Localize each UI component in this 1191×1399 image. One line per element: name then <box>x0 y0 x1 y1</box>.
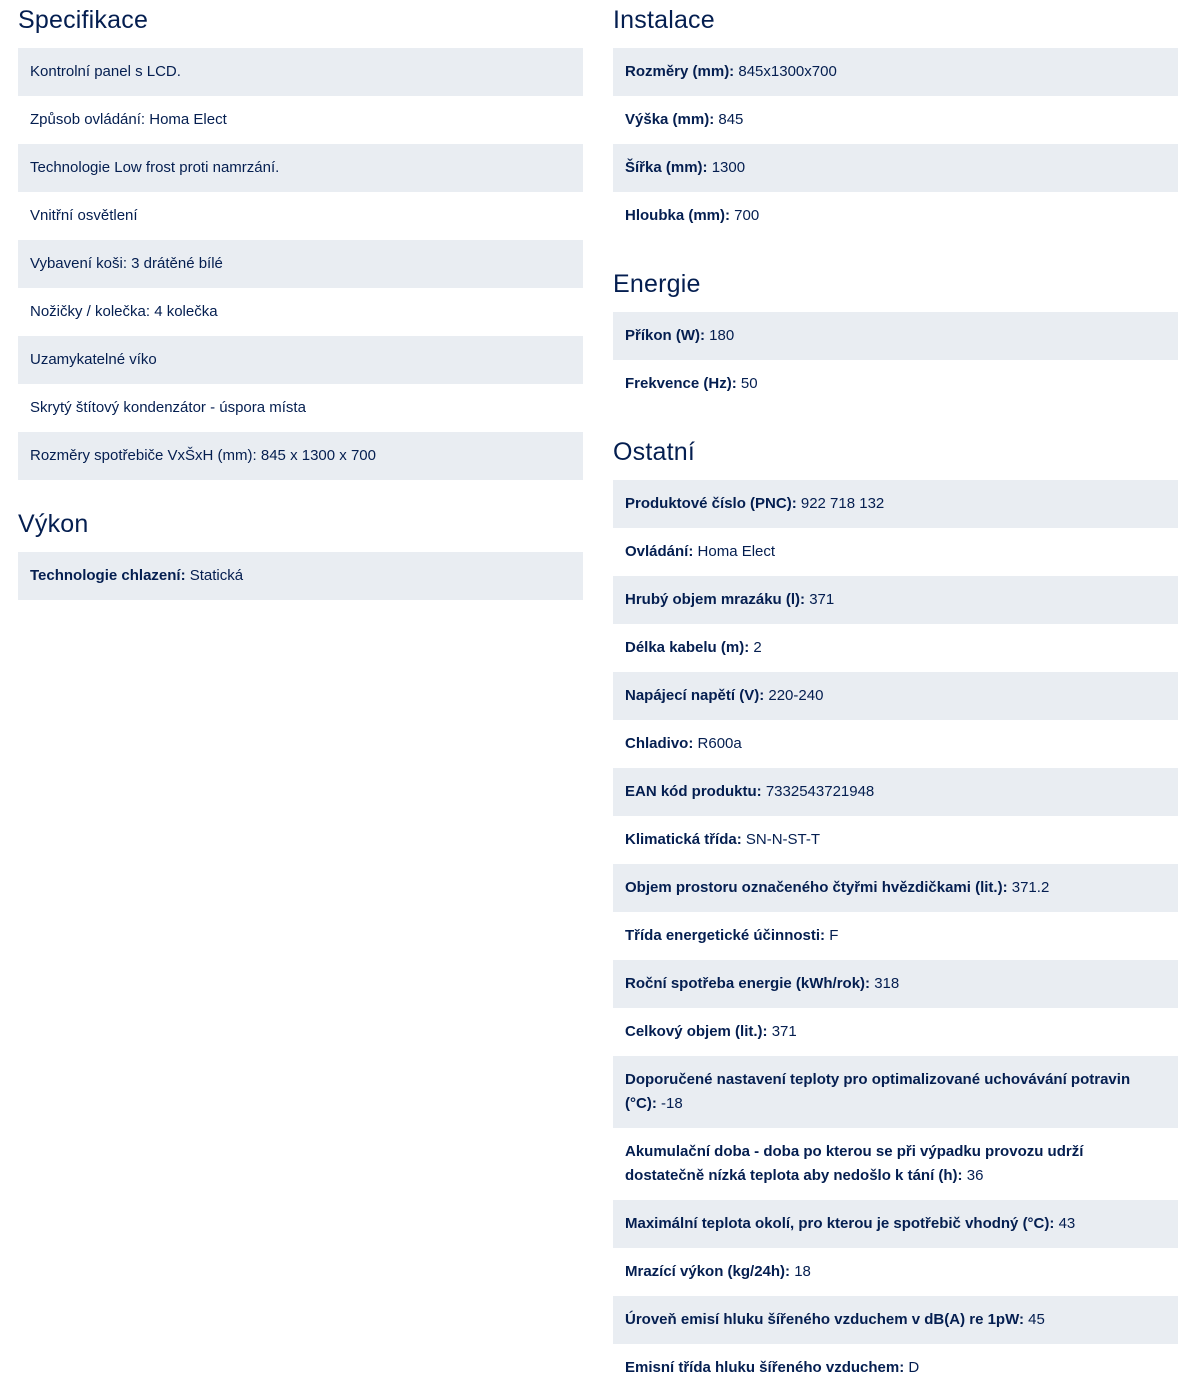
spec-value: 922 718 132 <box>800 495 885 512</box>
spec-row <box>613 528 1178 576</box>
spec-value: 180 <box>709 327 735 344</box>
spec-value: Statická <box>189 567 244 584</box>
spec-row <box>613 720 1178 768</box>
section-title: Instalace <box>613 6 715 34</box>
spec-label: Výška (mm): <box>625 111 715 128</box>
spec-row <box>18 96 583 144</box>
spec-row <box>613 912 1178 960</box>
spec-value: 45 <box>1028 1311 1045 1328</box>
spec-row <box>613 624 1178 672</box>
spec-label: Celkový objem (lit.): <box>625 1023 768 1040</box>
spec-label: Příkon (W): <box>625 327 705 344</box>
spec-value: SN-N-ST-T <box>745 831 821 848</box>
spec-row <box>18 384 583 432</box>
section-title: Energie <box>613 270 701 298</box>
spec-value: 371 <box>771 1023 797 1040</box>
spec-row <box>613 312 1178 360</box>
spec-label: EAN kód produktu: <box>625 783 762 800</box>
spec-value: D <box>908 1359 920 1376</box>
spec-value: Homa Elect <box>697 543 776 560</box>
spec-row <box>613 576 1178 624</box>
spec-value: Kontrolní panel s LCD. <box>30 63 181 80</box>
spec-row <box>613 1200 1178 1248</box>
spec-label: Napájecí napětí (V): <box>625 687 765 704</box>
spec-label: Doporučené nastavení teploty pro optimalizované uchovávání potravin (°C): <box>625 1071 1131 1112</box>
spec-label: Emisní třída hluku šířeného vzduchem: <box>625 1359 905 1376</box>
spec-value: Rozměry spotřebiče VxŠxH (mm): 845 x 1300 x 700 <box>30 447 376 464</box>
spec-row <box>613 816 1178 864</box>
spec-value: 43 <box>1058 1215 1076 1232</box>
spec-value: 7332543721948 <box>765 783 875 800</box>
spec-value: Vybavení koši: 3 drátěné bílé <box>30 255 223 272</box>
section-gap <box>613 240 1178 264</box>
spec-row <box>613 1344 1178 1392</box>
spec-row <box>18 552 583 600</box>
spec-value: Technologie Low frost proti namrzání. <box>30 159 280 176</box>
spec-label: Rozměry (mm): <box>625 63 735 80</box>
spec-value: Způsob ovládání: Homa Elect <box>30 111 227 128</box>
left-column <box>18 0 583 600</box>
spec-label: Objem prostoru označeného čtyřmi hvězdičkami (lit.): <box>625 879 1008 896</box>
section-title: Ostatní <box>613 438 695 466</box>
spec-row <box>613 672 1178 720</box>
spec-value: 371.2 <box>1011 879 1050 896</box>
spec-value: F <box>829 927 839 944</box>
spec-value: 18 <box>794 1263 811 1280</box>
spec-row <box>613 1296 1178 1344</box>
spec-row <box>613 1008 1178 1056</box>
spec-label: Hloubka (mm): <box>625 207 730 224</box>
spec-label: Akumulační doba - doba po kterou se při výpadku provozu udrží dostatečně nízká teplota aby nedošlo k tání (h): <box>625 1143 1084 1184</box>
section-title: Výkon <box>18 510 89 538</box>
spec-value: 1300 <box>711 159 746 176</box>
spec-label: Chladivo: <box>625 735 694 752</box>
spec-label: Ovládání: <box>625 543 694 560</box>
spec-row <box>613 144 1178 192</box>
spec-label: Roční spotřeba energie (kWh/rok): <box>625 975 871 992</box>
spec-row <box>613 864 1178 912</box>
spec-label: Šířka (mm): <box>625 159 708 176</box>
spec-row <box>18 432 583 480</box>
spec-value: 220-240 <box>768 687 824 704</box>
section-gap <box>18 480 583 504</box>
spec-label: Klimatická třída: <box>625 831 742 848</box>
spec-row <box>613 768 1178 816</box>
spec-label: Maximální teplota okolí, pro kterou je spotřebič vhodný (°C): <box>625 1215 1055 1232</box>
spec-row <box>18 48 583 96</box>
spec-value: 845x1300x700 <box>738 63 837 80</box>
spec-label: Úroveň emisí hluku šířeného vzduchem v dB(A) re 1pW: <box>625 1311 1024 1328</box>
spec-row <box>18 288 583 336</box>
spec-row <box>613 360 1178 408</box>
spec-value: -18 <box>661 1095 683 1112</box>
section-title: Specifikace <box>18 6 149 34</box>
spec-row <box>613 1248 1178 1296</box>
spec-value: 700 <box>734 207 760 224</box>
spec-value: R600a <box>697 735 742 752</box>
spec-label: Produktové číslo (PNC): <box>625 495 797 512</box>
spec-row <box>613 192 1178 240</box>
section-instalace <box>613 0 1178 240</box>
spec-value: 2 <box>753 639 762 656</box>
spec-value: Skrytý štítový kondenzátor - úspora místa <box>30 399 306 416</box>
section-gap <box>613 408 1178 432</box>
spec-label: Délka kabelu (m): <box>625 639 750 656</box>
spec-label: Technologie chlazení: <box>30 567 186 584</box>
spec-row <box>18 240 583 288</box>
spec-value: 50 <box>740 375 758 392</box>
section-energie <box>613 264 1178 408</box>
right-column <box>613 0 1178 1392</box>
spec-value: 371 <box>809 591 835 608</box>
spec-row <box>18 144 583 192</box>
spec-row <box>18 336 583 384</box>
spec-label: Třída energetické účinnosti: <box>625 927 826 944</box>
spec-label: Hrubý objem mrazáku (l): <box>625 591 806 608</box>
spec-row <box>613 1056 1178 1128</box>
spec-row <box>613 48 1178 96</box>
spec-row <box>613 1128 1178 1200</box>
section-vykon <box>18 504 583 600</box>
spec-value: 845 <box>718 111 744 128</box>
spec-label: Mrazící výkon (kg/24h): <box>625 1263 791 1280</box>
spec-value: Nožičky / kolečka: 4 kolečka <box>30 303 218 320</box>
section-ostatni <box>613 432 1178 1392</box>
spec-row <box>18 192 583 240</box>
spec-label: Frekvence (Hz): <box>625 375 737 392</box>
spec-value: Uzamykatelné víko <box>30 351 157 368</box>
spec-row <box>613 480 1178 528</box>
spec-value: 36 <box>966 1167 984 1184</box>
spec-row <box>613 96 1178 144</box>
spec-value: 318 <box>874 975 900 992</box>
section-specifikace <box>18 0 583 480</box>
spec-value: Vnitřní osvětlení <box>30 207 138 224</box>
spec-row <box>613 960 1178 1008</box>
